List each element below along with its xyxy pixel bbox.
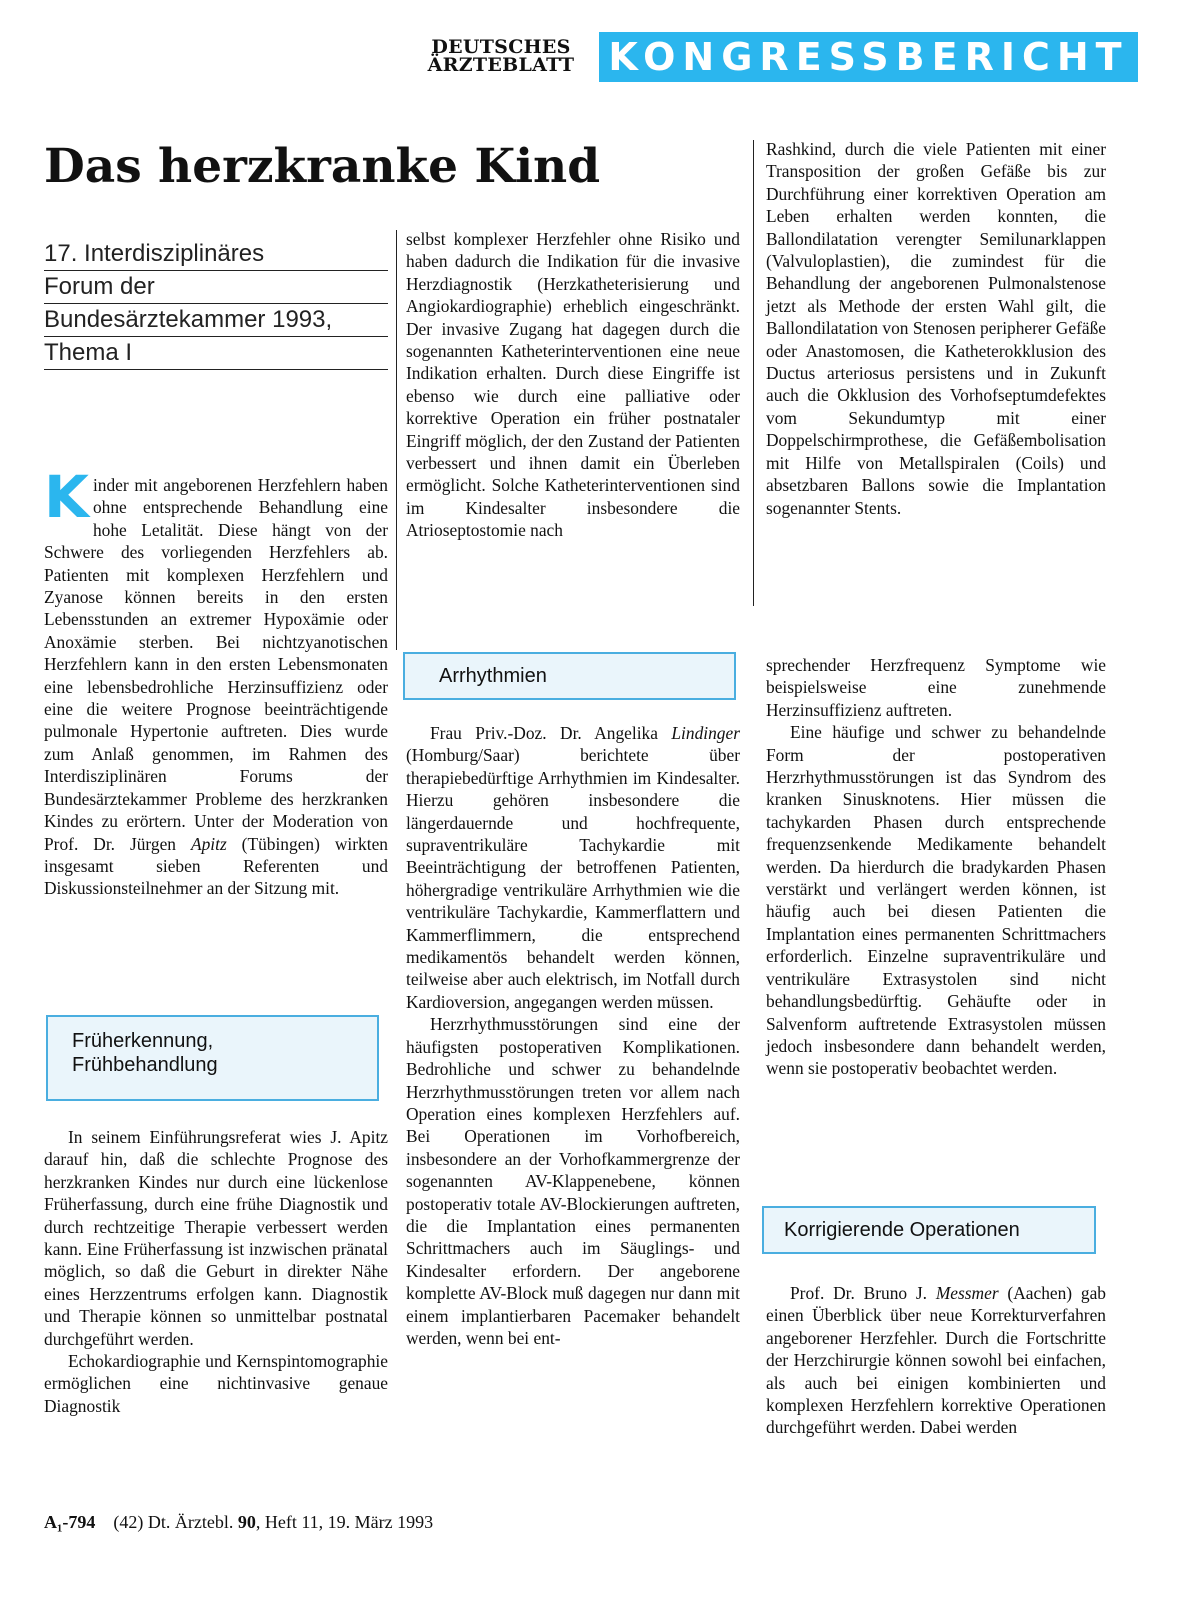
column-3-top bbox=[766, 138, 1106, 519]
section-banner: KONGRESSBERICHT bbox=[599, 32, 1138, 82]
article-subtitle bbox=[44, 238, 388, 370]
subtitle-line: 17. Interdisziplinäres bbox=[44, 238, 388, 271]
article-title: Das herzkranke Kind bbox=[44, 139, 601, 194]
section-heading-frueherkennung bbox=[46, 1015, 379, 1101]
volume-number: 90 bbox=[237, 1512, 256, 1532]
column-2-body bbox=[406, 722, 740, 1349]
paragraph: In seinem Einführungsreferat wies J. Apitz darauf hin, daß die schlechte Prognose des herzkranken Kindes nur durch eine lückenlose Früherfassung, durch eine frühe Diagnostik und durch rechtzeitige Therapie verbessert werden kann. Eine Früherfassung ist inzwischen pränatal möglich, so daß die Geburt in direkter Nähe eines Herzzentrums erfolgen kann. Diagnostik und Therapie können so unmittelbar postnatal durchgeführt werden. bbox=[44, 1127, 388, 1349]
intro-paragraph: inder mit angeborenen Herzfehlern haben ohne entsprechende Behandlung eine hohe Letalität. Diese hängt von der Schwere des vorliegenden Herzfehlers ab. Patienten mit komplexen Herzfehlern und Zyanose können bereits in den ersten Lebensstunden an extremer Hypoxämie oder Anoxämie sterben. Bei nichtzyanotischen Herzfehlern kann in den ersten Lebensmonaten eine lebensbedrohliche Herzinsuffizienz oder eine die weitere Prognose beeinträchtigende pulmonale Hypertonie auftreten. Dies wurde zum Anlaß genommen, im Rahmen des Interdisziplinären Forums der Bundesärztekammer Probleme des herzkranken Kindes zu erörtern. Unter der Moderation von Prof. Dr. Jürgen bbox=[44, 475, 388, 854]
journal-logo bbox=[408, 38, 594, 74]
brand-line2: ÄRZTEBLATT bbox=[427, 54, 575, 76]
column-1-intro bbox=[44, 463, 388, 900]
page-footer bbox=[44, 1512, 433, 1533]
column-divider bbox=[396, 230, 397, 650]
paragraph: Echokardiographie und Kernspintomographie ermöglichen eine nichtinvasive genaue Diagnostik bbox=[44, 1351, 388, 1416]
subtitle-line: Bundesärztekammer 1993, bbox=[44, 304, 388, 337]
subtitle-line: Forum der bbox=[44, 271, 388, 304]
heading-line: Frühbehandlung bbox=[72, 1054, 218, 1076]
section-heading-korrigierende-operationen: Korrigierende Operationen bbox=[762, 1206, 1096, 1254]
subtitle-line: Thema I bbox=[44, 337, 388, 370]
column-2-top bbox=[406, 228, 740, 542]
paragraph: sprechender Herzfrequenz Symptome wie beispielsweise eine zunehmende Herzinsuffizienz auftreten. bbox=[766, 655, 1106, 720]
paragraph: Eine häufige und schwer zu behandelnde Form der postoperativen Herzrhythmusstörungen ist das Syndrom des kranken Sinusknotens. Hier müssen die tachykarden Phasen durch entsprechende frequenzsenkende Medikamente behandelt werden. Da hierdurch die bradykarden Phasen verstärkt und verlängert werden können, ist häufig auch bei diesen Patienten die Implantation eines permanenten Schrittmachers erforderlich. Einzelne supraventrikuläre und ventrikuläre Extrasystolen sind nicht behandlungsbedürftig. Gehäufte oder in Salvenform auftretende Extrasystolen müssen jedoch insbesondere dann behandelt werden, wenn sie postoperativ beobachtet werden. bbox=[766, 722, 1106, 1079]
person-name: Messmer bbox=[935, 1283, 999, 1303]
citation: (42) Dt. Ärztebl. bbox=[113, 1512, 238, 1532]
column-3-body bbox=[766, 654, 1106, 1080]
intro-paragraph-end: (Tübingen) wirkten insgesamt sieben Referenten und Diskussionsteilnehmer an der Sitzung mit. bbox=[44, 833, 388, 899]
page-code: A₁-794 bbox=[44, 1512, 96, 1532]
citation-end: , Heft 11, 19. März 1993 bbox=[255, 1512, 434, 1532]
masthead bbox=[408, 32, 1138, 84]
column-1-body bbox=[44, 1126, 388, 1417]
paragraph-cont: (Homburg/Saar) berichtete über therapiebedürftige Arrhythmien im Kindesalter. Hierzu gehören insbesondere die längerdauernde und hochfrequente, supraventrikuläre Tachykardie mit Beeinträchtigung der betroffenen Patienten, höhergradige ventrikuläre Arrhythmien wie die ventrikuläre Tachykardie, Kammerflattern und Kammerflimmern, die entsprechend medikamentös behandelt werden können, teilweise aber auch elektrisch, im Notfall durch Kardioversion, angegangen werden müssen. bbox=[406, 745, 740, 1012]
brand-line1: DEUTSCHES bbox=[431, 36, 571, 58]
paragraph: Prof. Dr. Bruno J. bbox=[790, 1283, 936, 1303]
section-heading-arrhythmien: Arrhythmien bbox=[403, 652, 736, 700]
heading-line: Früherkennung, bbox=[72, 1030, 214, 1052]
person-name: Lindinger bbox=[671, 723, 740, 743]
column-3-bottom bbox=[766, 1282, 1106, 1439]
paragraph-cont: (Aachen) gab einen Überblick über neue Korrekturverfahren angeborener Herzfehler. Durch die Fortschritte der Herzchirurgie können sowohl bei einfachen, als auch bei einigen kombinierten und komplexen Herzfehlern korrektive Operationen durchgeführt werden. Dabei werden bbox=[766, 1283, 1106, 1438]
person-name: Apitz bbox=[190, 833, 227, 854]
paragraph: Herzrhythmusstörungen sind eine der häufigsten postoperativen Komplikationen. Bedrohliche und schwer zu behandelnde Herzrhythmusstörungen treten vor allem nach Operation eines komplexen Herzfehlers auf. Bei Operationen im Vorhofbereich, insbesondere an der Vorhofkammergrenze der sogenannten AV-Klappenebene, können postoperativ totale AV-Blockierungen auftreten, die die Implantation eines permanenten Schrittmachers auch im Säuglings- und Kindesalter erfordern. Der angeborene komplette AV-Block muß dagegen nur dann mit einem implantierbaren Pacemaker behandelt werden, wenn bei ent- bbox=[406, 1014, 740, 1348]
paragraph: selbst komplexer Herzfehler ohne Risiko und haben dadurch die Indikation für die invasive Herzdiagnostik (Herzkatheterisierung und Angiokardiographie) erheblich eingeschränkt. Der invasive Zugang hat dagegen durch die sogenannten Katheterinterventionen eine neue Indikation erhalten. Durch diese Eingriffe ist ebenso wie durch eine palliative oder korrektive Operation ein früher postnataler Eingriff möglich, der den Zustand der Patienten verbessert und ihnen damit ein Überleben ermöglicht. Solche Katheterinterventionen sind im Kindesalter insbesondere die Atrioseptostomie nach bbox=[406, 229, 740, 541]
column-divider bbox=[753, 140, 754, 606]
paragraph: Rashkind, durch die viele Patienten mit einer Transposition der großen Gefäße bis zur Durchführung einer korrektiven Operation am Leben erhalten werden konnten, die Ballondilatation verengter Semilunarklappen (Valvuloplastien), die zumindest für die Behandlung der angeborenen Pulmonalstenose jetzt als Methode der ersten Wahl gilt, die Ballondilatation von Stenosen peripherer Gefäße oder Anastomosen, die Katheterokklusion des Ductus arteriosus persistens und in Zukunft auch die Okklusion des Vorhofseptumdefektes vom Sekundumtyp mit einer Doppelschirmprothese, die Gefäßembolisation mit Hilfe von Metallspiralen (Coils) und absetzbaren Ballons sowie die Implantation sogenannter Stents. bbox=[766, 139, 1106, 518]
drop-cap: K bbox=[44, 463, 89, 531]
paragraph: Frau Priv.-Doz. Dr. Angelika bbox=[430, 723, 672, 743]
